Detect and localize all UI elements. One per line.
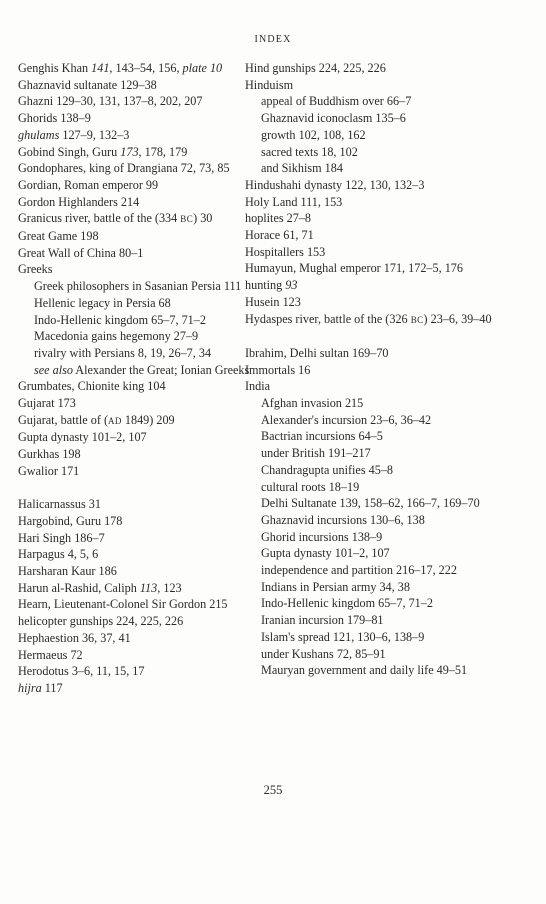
entry-text: Harun al-Rashid, Caliph xyxy=(18,580,140,595)
index-entry xyxy=(18,647,253,664)
entry-text: Harsharan Kaur 186 xyxy=(18,564,117,579)
index-subentry xyxy=(245,395,515,412)
entry-text: 93 xyxy=(285,278,298,293)
index-entry xyxy=(18,378,253,395)
index-entry xyxy=(18,77,253,94)
index-subentry xyxy=(245,127,515,144)
entry-text: appeal of Buddhism over 66–7 xyxy=(261,94,412,109)
index-entry xyxy=(18,513,253,530)
entry-text: 127–9, 132–3 xyxy=(59,127,130,142)
entry-text: Great Game 198 xyxy=(18,229,99,244)
entry-text: Afghan invasion 215 xyxy=(261,396,364,411)
entry-text: Humayun, Mughal emperor 171, 172–5, 176 xyxy=(245,261,463,276)
entry-text: Holy Land 111, 153 xyxy=(245,194,343,209)
index-entry xyxy=(18,93,253,110)
entry-text: Mauryan government and daily life 49–51 xyxy=(261,663,468,678)
index-entry xyxy=(245,77,515,94)
entry-text: Greek philosophers in Sasanian Persia 111 xyxy=(34,279,242,294)
index-entry xyxy=(245,362,515,379)
index-column-right xyxy=(245,60,515,679)
index-entry xyxy=(18,412,253,430)
entry-text: India xyxy=(245,379,271,394)
index-subentry xyxy=(245,412,515,429)
index-entry xyxy=(245,345,515,362)
entry-text: hoplites 27–8 xyxy=(245,211,312,226)
entry-text: Indians in Persian army 34, 38 xyxy=(261,579,410,594)
index-entry xyxy=(245,194,515,211)
index-subentry xyxy=(245,562,515,579)
entry-text: Hephaestion 36, 37, 41 xyxy=(18,630,131,645)
index-entry xyxy=(18,177,253,194)
entry-text: Ghorids 138–9 xyxy=(18,111,91,126)
entry-text: Great Wall of China 80–1 xyxy=(18,245,144,260)
index-subentry xyxy=(18,278,253,295)
index-entry xyxy=(18,60,253,77)
index-entry xyxy=(245,60,515,77)
entry-text: , 178, 179 xyxy=(138,144,188,159)
entry-text: rivalry with Persians 8, 19, 26–7, 34 xyxy=(34,345,212,360)
entry-text: 1849) 209 xyxy=(121,412,175,427)
index-subentry xyxy=(245,579,515,596)
index-subentry xyxy=(245,662,515,679)
entry-text: sacred texts 18, 102 xyxy=(261,144,358,159)
entry-text: under British 191–217 xyxy=(261,446,371,461)
entry-text: and Sikhism 184 xyxy=(261,161,343,176)
index-entry xyxy=(18,680,253,697)
entry-text: 117 xyxy=(41,681,63,695)
index-subentry xyxy=(245,110,515,127)
entry-text: Indo-Hellenic kingdom 65–7, 71–2 xyxy=(261,596,433,611)
index-entry xyxy=(245,311,515,329)
entry-text: Ghaznavid incursions 130–6, 138 xyxy=(261,512,425,527)
index-entry xyxy=(18,446,253,463)
entry-text: Hari Singh 186–7 xyxy=(18,530,105,545)
entry-text: independence and partition 216–17, 222 xyxy=(261,563,457,578)
entry-text: Hearn, Lieutenant-Colonel Sir Gordon 215 xyxy=(18,597,228,612)
entry-text: Gurkhas 198 xyxy=(18,447,81,462)
index-entry xyxy=(18,210,253,228)
entry-text: Immortals 16 xyxy=(245,362,311,377)
index-entry xyxy=(18,144,253,161)
entry-text: Granicus river, battle of the (334 xyxy=(18,211,181,226)
entry-text: Hellenic legacy in Persia 68 xyxy=(34,295,171,310)
entry-text: Greeks xyxy=(18,262,53,277)
index-entry xyxy=(18,563,253,580)
entry-text: Gupta dynasty 101–2, 107 xyxy=(18,430,147,445)
entry-text: Gujarat 173 xyxy=(18,396,76,411)
entry-text: Indo-Hellenic kingdom 65–7, 71–2 xyxy=(34,312,206,327)
entry-text: Ghazni 129–30, 131, 137–8, 202, 207 xyxy=(18,94,203,109)
page-number: 255 xyxy=(263,783,283,797)
entry-text: Hermaeus 72 xyxy=(18,647,83,662)
index-subentry xyxy=(245,428,515,445)
entry-text: Hind gunships 224, 225, 226 xyxy=(245,61,386,75)
index-subentry xyxy=(245,160,515,177)
entry-text: Gordon Highlanders 214 xyxy=(18,194,140,209)
index-entry xyxy=(18,663,253,680)
index-entry xyxy=(18,463,253,480)
entry-text: 173 xyxy=(120,144,139,159)
entry-text: ghulams xyxy=(18,127,60,142)
entry-text: Gupta dynasty 101–2, 107 xyxy=(261,546,390,561)
index-subentry xyxy=(245,144,515,161)
entry-text: Delhi Sultanate 139, 158–62, 166–7, 169–70 xyxy=(261,496,480,511)
index-entry xyxy=(18,245,253,262)
index-entry xyxy=(245,294,515,311)
entry-text: Hargobind, Guru 178 xyxy=(18,513,123,528)
entry-text: helicopter gunships 224, 225, 226 xyxy=(18,614,184,629)
entry-text: Islam's spread 121, 130–6, 138–9 xyxy=(261,629,425,644)
index-subentry xyxy=(245,545,515,562)
index-subentry xyxy=(18,328,253,345)
index-entry xyxy=(245,177,515,194)
running-header: INDEX xyxy=(254,34,292,45)
entry-text: Ghaznavid sultanate 129–38 xyxy=(18,77,157,92)
entry-text: see also xyxy=(34,362,73,377)
index-entry xyxy=(245,210,515,227)
entry-text: , 123 xyxy=(157,580,182,595)
index-subentry xyxy=(245,629,515,646)
index-entry xyxy=(18,228,253,245)
index-subentry xyxy=(245,529,515,546)
index-entry xyxy=(245,260,515,277)
index-entry xyxy=(18,580,253,597)
index-subentry xyxy=(245,646,515,663)
entry-text: BC xyxy=(180,214,194,225)
entry-text: Iranian incursion 179–81 xyxy=(261,613,384,628)
entry-text: Alexander's incursion 23–6, 36–42 xyxy=(261,412,432,427)
index-subentry xyxy=(18,345,253,362)
index-subentry xyxy=(245,595,515,612)
entry-text: hijra xyxy=(18,681,42,695)
entry-text: ) 30 xyxy=(193,211,213,226)
entry-text: Harpagus 4, 5, 6 xyxy=(18,547,99,562)
entry-text: Husein 123 xyxy=(245,294,301,309)
entry-text: Halicarnassus 31 xyxy=(18,497,101,512)
entry-text: Hinduism xyxy=(245,77,294,92)
entry-text: Horace 61, 71 xyxy=(245,228,314,243)
entry-text: Hydaspes river, battle of the (326 xyxy=(245,311,411,326)
entry-text: Herodotus 3–6, 11, 15, 17 xyxy=(18,664,145,679)
entry-text: Bactrian incursions 64–5 xyxy=(261,429,383,444)
index-entry xyxy=(18,127,253,144)
entry-text: Gobind Singh, Guru xyxy=(18,144,121,159)
index-entry xyxy=(18,496,253,513)
entry-text: 113 xyxy=(139,580,158,595)
entry-text: under Kushans 72, 85–91 xyxy=(261,646,386,661)
entry-text: Macedonia gains hegemony 27–9 xyxy=(34,329,199,344)
index-subentry xyxy=(245,512,515,529)
entry-text: Hindushahi dynasty 122, 130, 132–3 xyxy=(245,177,425,192)
index-entry xyxy=(245,378,515,395)
index-subentry xyxy=(245,93,515,110)
index-subentry xyxy=(18,295,253,312)
index-entry xyxy=(245,227,515,244)
index-entry xyxy=(245,244,515,261)
entry-text: 141 xyxy=(91,61,110,75)
index-subentry xyxy=(245,495,515,512)
index-entry xyxy=(18,429,253,446)
index-entry xyxy=(18,395,253,412)
index-entry xyxy=(18,530,253,547)
index-entry xyxy=(18,630,253,647)
index-entry xyxy=(245,277,515,294)
entry-text: Chandragupta unifies 45–8 xyxy=(261,462,394,477)
entry-text: , 143–54, 156, xyxy=(109,61,183,75)
index-column-left xyxy=(18,60,253,697)
index-entry xyxy=(18,261,253,278)
entry-text: Gordian, Roman emperor 99 xyxy=(18,177,159,192)
entry-text: Alexander the Great; Ionian Greeks xyxy=(72,362,250,377)
entry-text: plate 10 xyxy=(182,61,223,75)
entry-text: Ibrahim, Delhi sultan 169–70 xyxy=(245,345,389,360)
entry-text: Gwalior 171 xyxy=(18,463,80,478)
index-entry xyxy=(18,596,253,613)
index-subentry xyxy=(245,612,515,629)
entry-text: hunting xyxy=(245,278,286,293)
index-subentry xyxy=(245,445,515,462)
entry-text: Genghis Khan xyxy=(18,61,92,75)
index-subentry xyxy=(245,479,515,496)
entry-text: AD xyxy=(108,415,122,426)
index-subentry xyxy=(18,362,253,379)
entry-text: Gujarat, battle of ( xyxy=(18,412,109,427)
index-subentry xyxy=(245,462,515,479)
entry-text: cultural roots 18–19 xyxy=(261,479,360,494)
index-subentry xyxy=(18,312,253,329)
index-entry xyxy=(18,160,253,177)
entry-text: Hospitallers 153 xyxy=(245,244,326,259)
index-entry xyxy=(18,110,253,127)
entry-text: Gondophares, king of Drangiana 72, 73, 85 xyxy=(18,161,230,176)
entry-text: BC xyxy=(410,314,424,325)
index-entry xyxy=(18,613,253,630)
index-entry xyxy=(18,194,253,211)
entry-text: Grumbates, Chionite king 104 xyxy=(18,379,166,394)
entry-text: Ghorid incursions 138–9 xyxy=(261,529,383,544)
index-entry xyxy=(18,546,253,563)
entry-text: Ghaznavid iconoclasm 135–6 xyxy=(261,111,406,126)
entry-text: growth 102, 108, 162 xyxy=(261,127,366,142)
entry-text: ) 23–6, 39–40 xyxy=(423,311,492,326)
